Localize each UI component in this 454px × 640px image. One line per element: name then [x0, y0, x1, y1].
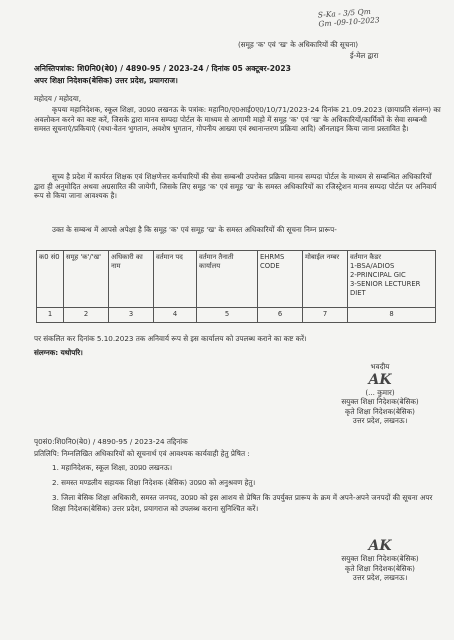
signature-initials: AK — [368, 538, 392, 554]
paragraph-3: उक्त के सम्बन्ध में आपसे अपेक्षा है कि समूह 'क' एवं समूह 'ख' के समस्त अधिकारियों की सूचना निम्न प्रारूप- — [52, 225, 337, 234]
signature-block-2 — [320, 538, 440, 583]
signatory-title: सयुक्त शिक्षा निदेशक(बेसिक) — [341, 554, 419, 563]
paragraph-2: सूच्य है प्रदेश में कार्यरत शिक्षक एवं शिक्षणेत्तर कर्मचारियों की सेवा सम्बन्धी उपरोक्त प्रक्रिया मानव सम्पदा पोर्टल के माध्यम से सम्बन्धित अधिकारियों द्वारा ही अनुमोदित अथवा अग्रसारित की जायेगी, जिसके लिए समूह 'क' एवं समूह 'ख' के समस्त अधिकारियों का रजिस्ट्रेशन मानव सम्पदा पोर्टल पर अनिवार्य रूप से किया जाना आवश्यक है। — [34, 172, 437, 201]
col-office: वर्तमान तैनाती कार्यालय — [197, 251, 258, 308]
col-serial: क0 सं0 — [37, 251, 64, 308]
reference-line: अनिस्तिपत्रांक: शि0नि0(बे0) / 4890-95 / 2023-24 / दिनांक 05 अक्टूबर-2023 — [34, 64, 291, 73]
paragraph-4: पर संकलित कर दिनांक 5.10.2023 तक अनिवार्य रूप से इस कार्यालय को उपलब्ध कराने का कष्ट करें। — [34, 334, 307, 343]
table-cell: 8 — [348, 308, 436, 323]
signature-initials: AK — [368, 371, 392, 388]
signatory-title: कृते शिक्षा निदेशक(बेसिक) — [345, 406, 415, 416]
table-cell: 4 — [154, 308, 197, 323]
office-line: अपर शिक्षा निदेशक(बेसिक) उत्तर प्रदेश, प्रयागराज। — [34, 76, 178, 85]
info-format-table — [36, 250, 436, 323]
signatory-title: उत्तर प्रदेश, लखनऊ। — [352, 573, 408, 583]
header-email: ई-मेल द्वारा — [350, 51, 379, 60]
handwritten-note: S-Ka - 3/5 Qm Gm -09-10-2023 — [317, 6, 380, 29]
copy-item: 3. जिला बेसिक शिक्षा अधिकारी, समस्त जनपद, उ0प्र0 को इस आशय से प्रेषित कि उपर्युक्त प्रारूप के क्रम में अपने-अपने जनपदों की सूचना अपर शिक्षा निदेशक(बेसिक) उत्तर प्रदेश, प्रयागराज को उपलब्ध कराना सुनिश्चित करें। — [52, 493, 433, 513]
signature-block-1 — [320, 362, 440, 426]
table-cell: 1 — [37, 308, 64, 323]
paragraph-1: कृपया महानिदेशक, स्कूल शिक्षा, उ0प्र0 लखनऊ के पत्रांक: महानि0/ए0आई0ए0/10/71/2023-24 दिनांक 21.09.2023 (छायाप्रति संलग्न) का अवलोकन करने का कष्ट करें, जिसके द्वारा मानव सम्पदा पोर्टल के माध्यम से आगामी माहो में समूह 'क' एवं 'ख' के अधिकारियों/कार्मिकों के सेवा सम्बन्धी समस्त सूचनाएं/प्रकियाएं (यथा-वेतन भुगतान, अवशेष भुगतान, गोपनीय आख्या एवं स्थानान्तरण प्रक्रिया आदि) ऑनलाइन किया जाना प्रस्तावित है। — [34, 105, 441, 134]
col-group: समूह 'क'/'ख' — [64, 251, 109, 308]
table-cell: 5 — [197, 308, 258, 323]
table-number-row — [37, 308, 436, 323]
col-cadre: वर्तमान कैडर 1-BSA/ADIOS 2-PRINCIPAL GIC 3-SENIOR LECTURER DIET — [348, 251, 436, 308]
col-mobile: मोबाईल नम्बर — [303, 251, 348, 308]
table-cell: 2 — [64, 308, 109, 323]
signatory-title: कृते शिक्षा निदेशक(बेसिक) — [345, 563, 415, 573]
signatory-title: उत्तर प्रदेश, लखनऊ। — [352, 416, 408, 426]
copy-intro: प्रतिलिपि: निम्नलिखित अधिकारियों को सूचनार्थ एवं आवश्यक कार्यवाही हेतु प्रेषित : — [34, 449, 250, 458]
reference-line-2: पृ0सं0:शि0नि0(बे0) / 4890-95 / 2023-24 तद्दिनांक — [34, 437, 188, 446]
col-officer-name: अधिकारी का नाम — [109, 251, 154, 308]
salutation: महोदय / महोदया, — [34, 94, 82, 103]
table-cell: 7 — [303, 308, 348, 323]
enclosure: संलग्नक: यथोपरि। — [34, 348, 83, 357]
table-header-row — [37, 251, 436, 308]
table-cell: 3 — [109, 308, 154, 323]
bhavdiy: भवदीय — [370, 362, 390, 371]
signatory-name: (... कुमार) — [365, 387, 395, 397]
col-post: वर्तमान पद — [154, 251, 197, 308]
signatory-title: सयुक्त शिक्षा निदेशक(बेसिक) — [341, 397, 419, 407]
col-ehrms: EHRMS CODE — [258, 251, 303, 308]
copy-item: 1. महानिदेशक, स्कूल शिक्षा, उ0प्र0 लखनऊ। — [52, 463, 173, 472]
copy-item: 2. समस्त मण्डलीय सहायक शिक्षा निदेशक (बेसिक) उ0प्र0 को अनुश्रवण हेतु। — [52, 478, 256, 487]
table-cell: 6 — [258, 308, 303, 323]
header-title: (समूह 'क' एवं 'ख' के अधिकारियों की सूचना) — [238, 40, 359, 49]
